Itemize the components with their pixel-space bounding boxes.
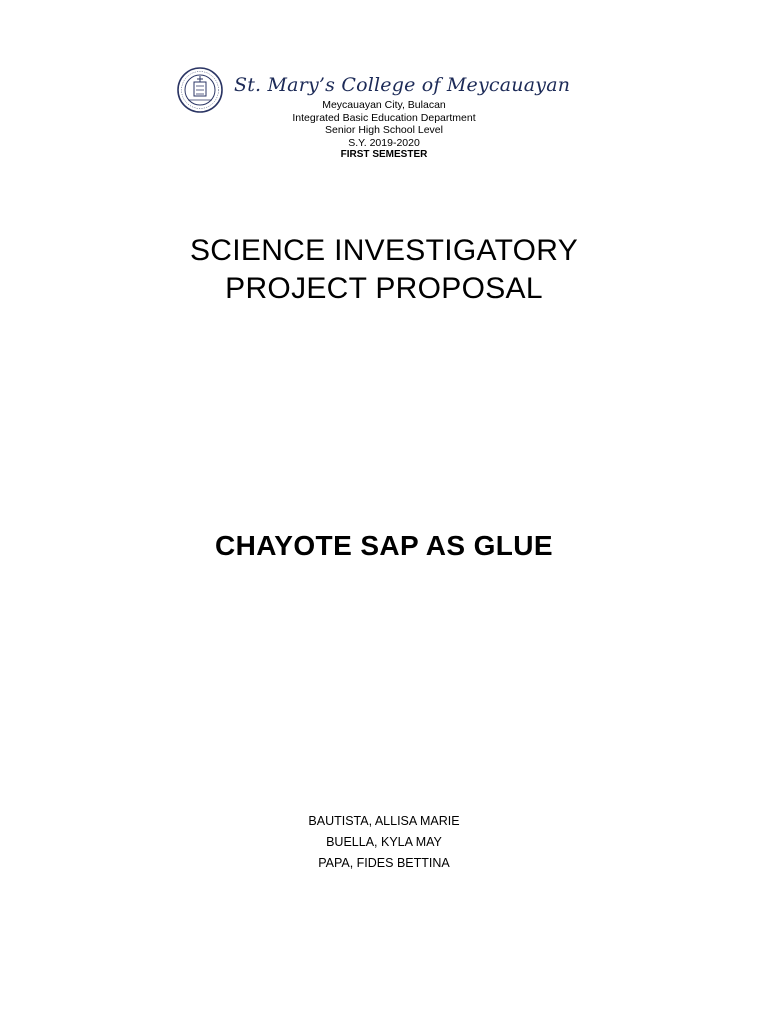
document-heading [0,232,768,308]
department-line: Integrated Basic Education Department [292,111,476,124]
document-heading-line-2: PROJECT PROPOSAL [225,272,543,305]
school-name: St. Mary’s College of Meycauayan [234,74,571,96]
author-name: BUELLA, KYLA MAY [326,835,442,849]
project-title: CHAYOTE SAP AS GLUE [215,530,553,561]
author-name: BAUTISTA, ALLISA MARIE [308,814,460,828]
document-heading-line-1: SCIENCE INVESTIGATORY [189,234,579,267]
semester-line: FIRST SEMESTER [340,149,428,160]
school-year-line: S.Y. 2019-2020 [348,136,420,149]
author-list [0,811,768,874]
letterhead-details [0,99,768,162]
author-name: PAPA, FIDES BETTINA [318,856,450,870]
level-line: Senior High School Level [325,124,443,136]
school-address: Meycauayan City, Bulacan [322,99,446,111]
